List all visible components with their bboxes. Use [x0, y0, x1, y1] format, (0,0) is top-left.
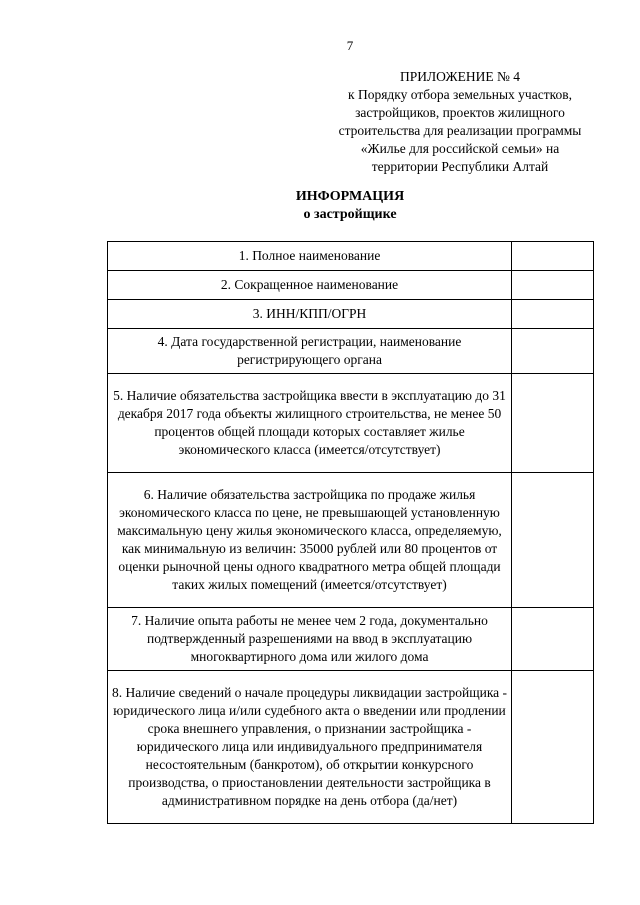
appendix-line: к Порядку отбора земельных участков,	[348, 87, 572, 102]
row-label: 5. Наличие обязательства застройщика ввести в эксплуатацию до 31 декабря 2017 года объекты жилищного строительства, не менее 50 процентов общей площади которых составляет жилье экономического класса (имеется/отсутствует)	[108, 374, 512, 473]
table-row	[108, 271, 594, 300]
row-value-cell[interactable]	[512, 473, 594, 608]
row-label: 1. Полное наименование	[108, 242, 512, 271]
row-label: 2. Сокращенное наименование	[108, 271, 512, 300]
table-row	[108, 608, 594, 671]
row-value-cell[interactable]	[512, 271, 594, 300]
document-title-main: ИНФОРМАЦИЯ	[295, 189, 405, 204]
row-value-cell[interactable]	[512, 242, 594, 271]
table-row	[108, 374, 594, 473]
table-row	[108, 242, 594, 271]
row-label: 8. Наличие сведений о начале процедуры ликвидации застройщика - юридического лица и/или судебного акта о введении или продлении срока внешнего управления, о признании застройщика - юридического лица или индивидуального предпринимателя несостоятельным (банкротом), об открытии конкурсного производства, о приостановлении деятельности застройщика в административном порядке на день отбора (да/нет)	[108, 671, 512, 824]
table-row	[108, 300, 594, 329]
appendix-line: застройщиков, проектов жилищного	[355, 105, 565, 120]
developer-info-table	[107, 241, 594, 824]
document-title	[0, 188, 640, 224]
document-title-sub: о застройщике	[303, 207, 397, 222]
row-value-cell[interactable]	[512, 329, 594, 374]
appendix-title: ПРИЛОЖЕНИЕ № 4	[399, 69, 521, 84]
table-row	[108, 671, 594, 824]
row-label: 4. Дата государственной регистрации, наименование регистрирующего органа	[108, 329, 512, 374]
row-label: 7. Наличие опыта работы не менее чем 2 года, документально подтвержденный разрешениями на ввод в эксплуатацию многоквартирного дома или жилого дома	[108, 608, 512, 671]
table-row	[108, 473, 594, 608]
page-number: 7	[346, 38, 354, 53]
table-row	[108, 329, 594, 374]
row-value-cell[interactable]	[512, 671, 594, 824]
row-label: 3. ИНН/КПП/ОГРН	[108, 300, 512, 329]
appendix-line: территории Республики Алтай	[371, 159, 549, 174]
row-value-cell[interactable]	[512, 300, 594, 329]
appendix-header	[300, 68, 620, 176]
appendix-line: строительства для реализации программы	[338, 123, 582, 138]
appendix-line: «Жилье для российской семьи» на	[360, 141, 560, 156]
row-label: 6. Наличие обязательства застройщика по продаже жилья экономического класса по цене, не превышающей установленную максимальную цену жилья экономического класса, определяемую, как минимальную из величин: 35000 рублей или 80 процентов от оценки рыночной цены одного квадратного метра общей площади таких жилых помещений (имеется/отсутствует)	[108, 473, 512, 608]
row-value-cell[interactable]	[512, 608, 594, 671]
row-value-cell[interactable]	[512, 374, 594, 473]
